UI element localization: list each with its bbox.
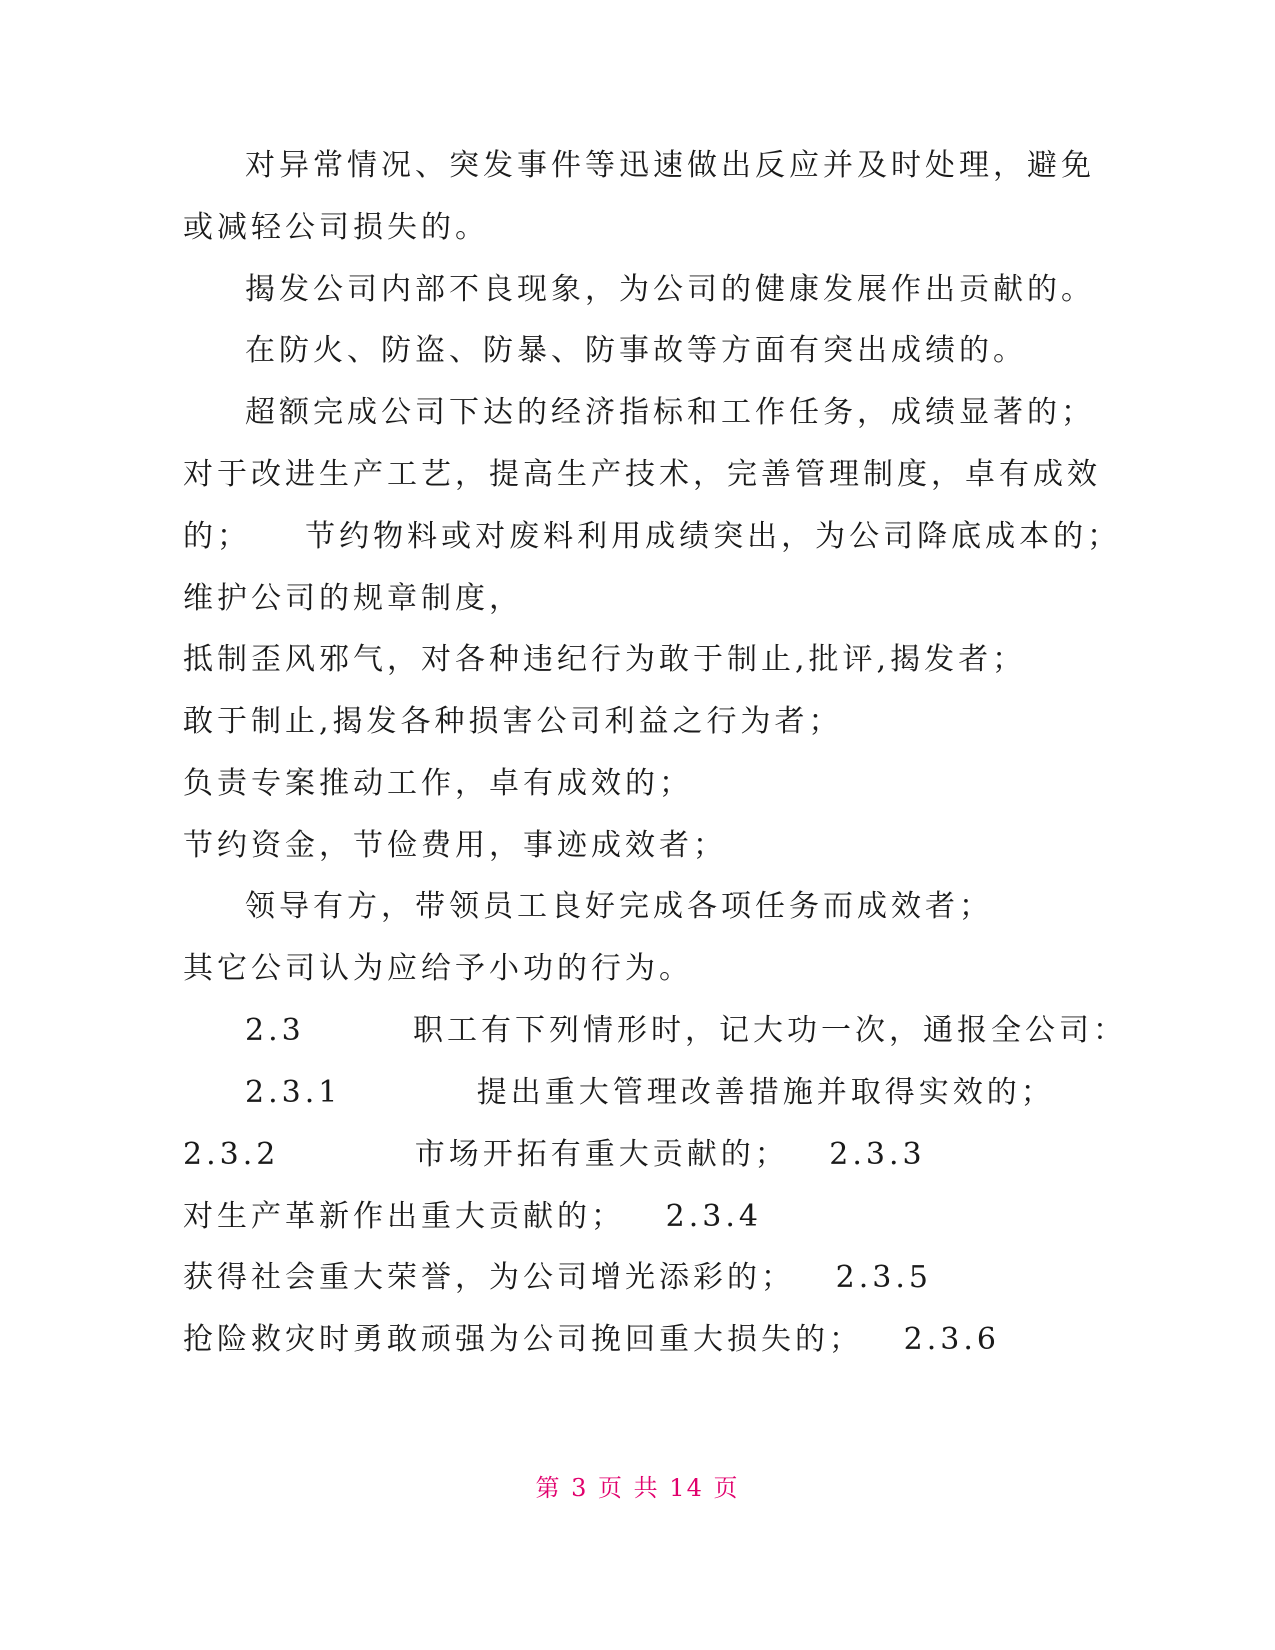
paragraph-line: 对于改进生产工艺，提高生产技术，完善管理制度，卓有成效 bbox=[183, 457, 1101, 492]
clause-line: 对生产革新作出重大贡献的； 2.3.4 bbox=[183, 1199, 762, 1234]
clause-line: 2.3.1 提出重大管理改善措施并取得实效的； bbox=[245, 1075, 1055, 1110]
paragraph-line: 负责专案推动工作，卓有成效的； bbox=[183, 766, 693, 801]
clause-line: 抢险救灾时勇敢顽强为公司挽回重大损失的； 2.3.6 bbox=[183, 1322, 1000, 1357]
paragraph-line: 超额完成公司下达的经济指标和工作任务，成绩显著的； bbox=[245, 395, 1095, 430]
paragraph-line: 对异常情况、突发事件等迅速做出反应并及时处理，避免 bbox=[245, 148, 1095, 183]
paragraph-line: 抵制歪风邪气，对各种违纪行为敢于制止,批评,揭发者； bbox=[183, 642, 1027, 677]
paragraph-line: 敢于制止,揭发各种损害公司利益之行为者； bbox=[183, 704, 843, 739]
paragraph-line: 领导有方，带领员工良好完成各项任务而成效者； bbox=[245, 889, 993, 924]
paragraph-line: 揭发公司内部不良现象，为公司的健康发展作出贡献的。 bbox=[245, 272, 1095, 307]
paragraph-line: 维护公司的规章制度， bbox=[183, 581, 523, 616]
paragraph-line: 或减轻公司损失的。 bbox=[183, 210, 489, 245]
page-number-footer: 第 3 页 共 14 页 bbox=[535, 1474, 740, 1502]
clause-line: 获得社会重大荣誉，为公司增光添彩的； 2.3.5 bbox=[183, 1260, 932, 1295]
paragraph-line: 其它公司认为应给予小功的行为。 bbox=[183, 951, 693, 986]
clause-line: 2.3.2 市场开拓有重大贡献的； 2.3.3 bbox=[183, 1137, 926, 1172]
paragraph-line: 在防火、防盗、防暴、防事故等方面有突出成绩的。 bbox=[245, 333, 1027, 368]
paragraph-line: 节约资金，节俭费用，事迹成效者； bbox=[183, 828, 727, 863]
paragraph-line: 的； 节约物料或对废料利用成绩突出，为公司降底成本的； bbox=[183, 519, 1122, 554]
section-heading-2-3: 2.3 职工有下列情形时，记大功一次，通报全公司： bbox=[245, 1013, 1127, 1048]
